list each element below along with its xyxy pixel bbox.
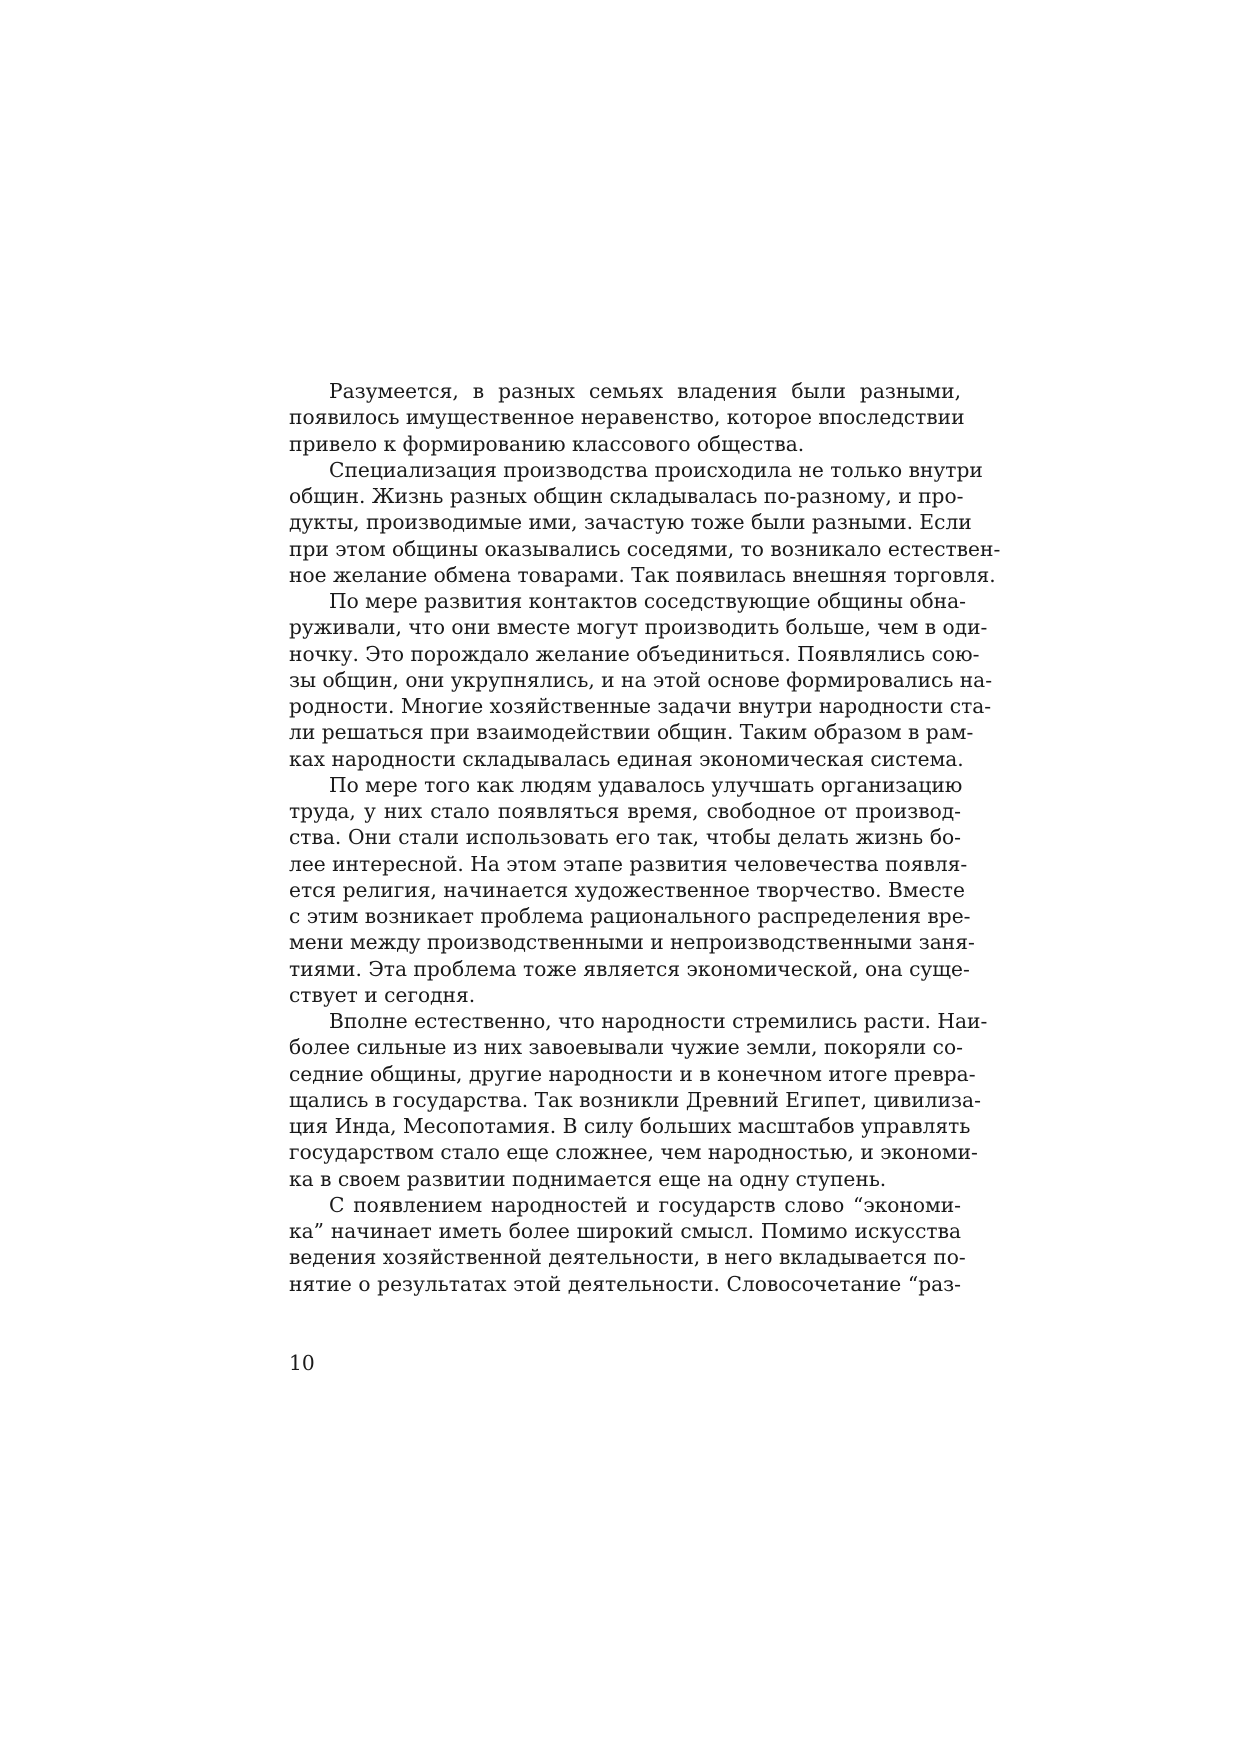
- text-line: С появлением народностей и государств слово “экономи-: [329, 1192, 961, 1217]
- text-line: ведения хозяйственной деятельности, в него вкладывается по-: [289, 1245, 966, 1270]
- text-line: ствует и сегодня.: [289, 982, 476, 1007]
- paragraph-1: [289, 378, 965, 457]
- text-line: щались в государства. Так возникли Древний Египет, цивилиза-: [289, 1087, 981, 1112]
- text-line: родности. Многие хозяйственные задачи внутри народности ста-: [289, 694, 992, 718]
- text-line: мени между производственными и непроизводственными заня-: [289, 930, 975, 955]
- paragraph-5: [289, 1008, 988, 1192]
- text-line: тиями. Эта проблема тоже является экономической, она суще-: [289, 956, 970, 981]
- text-line: зы общин, они укрупнялись, и на этой основе формировались на-: [289, 667, 993, 692]
- text-line: ция Инда, Месопотамия. В силу больших масштабов управлять: [289, 1114, 971, 1138]
- text-line: труда, у них стало появляться время, свободное от производ-: [289, 799, 961, 823]
- text-line: государством стало еще сложнее, чем народностью, и экономи-: [289, 1140, 978, 1165]
- text-line: ется религия, начинается художественное творчество. Вместе: [289, 877, 965, 902]
- text-line: дукты, производимые ими, зачастую тоже были разными. Если: [289, 510, 972, 535]
- text-line: нятие о результатах этой деятельности. Словосочетание “раз-: [289, 1271, 961, 1296]
- paragraph-2: [289, 457, 1001, 588]
- body-text: [289, 378, 1001, 1297]
- text-line: ка” начинает иметь более широкий смысл. Помимо искусства: [289, 1219, 961, 1243]
- text-line: По мере развития контактов соседствующие общины обна-: [329, 589, 966, 613]
- text-line: ства. Они стали использовать его так, чтобы делать жизнь бо-: [289, 825, 961, 850]
- text-line: привело к формированию классового общества.: [289, 431, 805, 456]
- text-line: при этом общины оказывались соседями, то возникало естествен-: [289, 536, 1001, 561]
- page-number: 10: [289, 1351, 315, 1375]
- paragraph-3: [289, 588, 993, 772]
- text-line: лее интересной. На этом этапе развития человечества появля-: [289, 851, 968, 876]
- text-line: ках народности складывалась единая экономическая система.: [289, 746, 964, 771]
- text-line: более сильные из них завоевывали чужие земли, покоряли со-: [289, 1035, 963, 1060]
- text-line: ка в своем развитии поднимается еще на одну ступень.: [289, 1166, 887, 1191]
- paragraph-4: [289, 772, 975, 1008]
- text-line: руживали, что они вместе могут производить больше, чем в оди-: [289, 615, 988, 640]
- text-line: ночку. Это порождало желание объединиться. Появлялись сою-: [289, 641, 980, 666]
- text-line: По мере того как людям удавалось улучшать организацию: [329, 772, 963, 797]
- text-line: общин. Жизнь разных общин складывалась по-разному, и про-: [289, 484, 964, 508]
- text-line: появилось имущественное неравенство, которое впоследствии: [289, 405, 965, 430]
- text-line: Разумеется, в разных семьях владения были разными,: [329, 379, 961, 403]
- text-line: ное желание обмена товарами. Так появилась внешняя торговля.: [289, 562, 996, 587]
- text-line: с этим возникает проблема рационального распределения вре-: [289, 904, 971, 928]
- text-line: седние общины, другие народности и в конечном итоге превра-: [289, 1061, 976, 1086]
- text-line: Вполне естественно, что народности стремились расти. Наи-: [329, 1009, 988, 1033]
- text-line: ли решаться при взаимодействии общин. Таким образом в рам-: [289, 720, 974, 745]
- text-line: Специализация производства происходила не только внутри: [329, 457, 983, 482]
- paragraph-6: [289, 1192, 966, 1297]
